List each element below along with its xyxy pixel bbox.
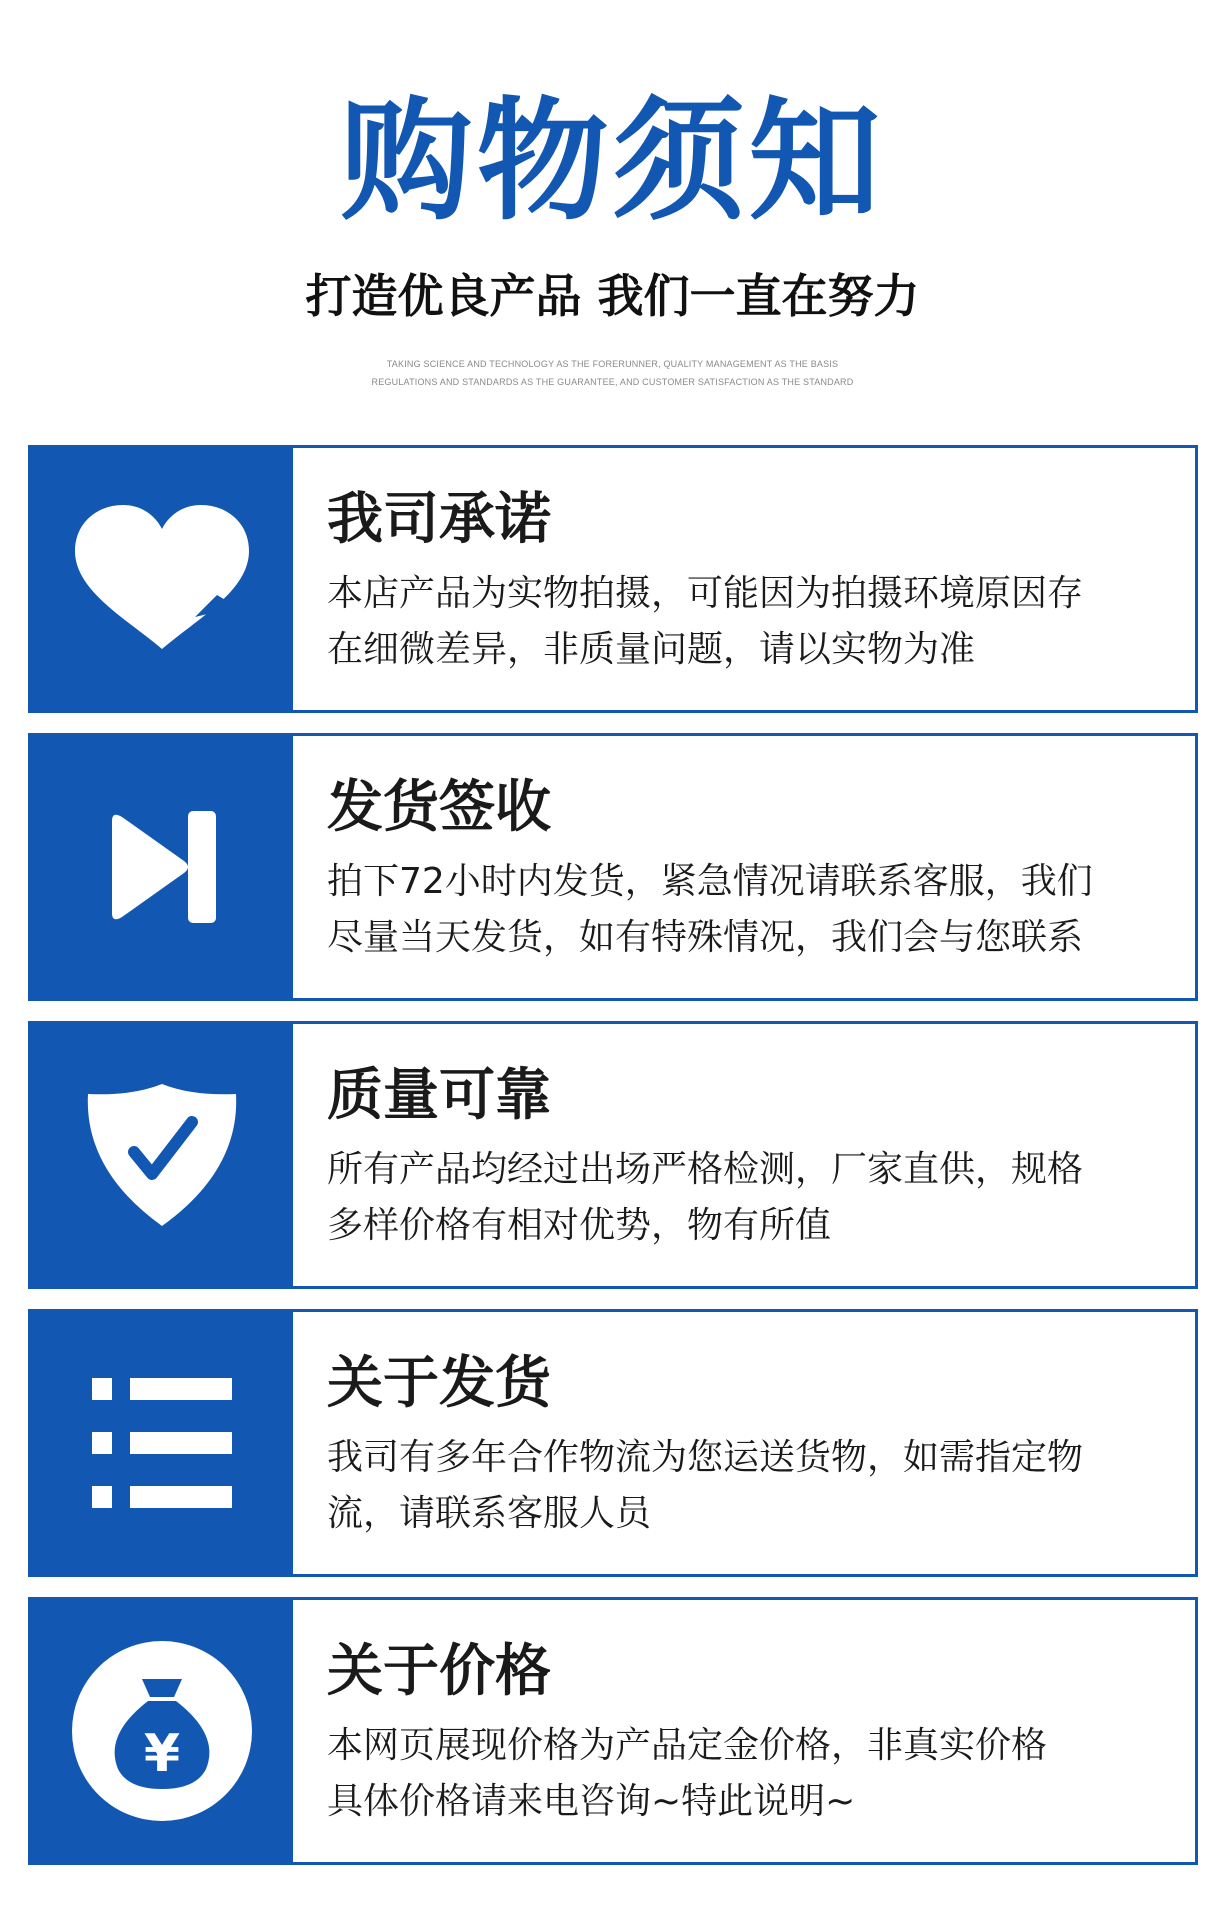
- skip-next-icon: [102, 807, 222, 927]
- card-description-line: 多样价格有相对优势，物有所值: [327, 1205, 832, 1246]
- card-text: [293, 1312, 1195, 1574]
- card-text: [293, 1600, 1195, 1862]
- notice-card-quality: [28, 1021, 1198, 1289]
- card-description: [327, 854, 1165, 966]
- card-title: 我司承诺: [327, 487, 551, 552]
- card-description-line: 我司有多年合作物流为您运送货物，如需指定物: [327, 1437, 1084, 1478]
- card-title: 发货签收: [327, 775, 551, 840]
- card-icon-panel: [31, 1312, 293, 1574]
- card-description-line: 本网页展现价格为产品定金价格，非真实价格: [327, 1725, 1048, 1766]
- card-text: [293, 1024, 1195, 1286]
- notice-card-promise: [28, 445, 1198, 713]
- notice-card-price: [28, 1597, 1198, 1865]
- card-text: [293, 448, 1195, 710]
- notice-card-list: [28, 445, 1198, 1865]
- card-description-line: 流，请联系客服人员: [327, 1493, 652, 1534]
- card-title: 关于价格: [327, 1639, 551, 1704]
- card-description-line: 所有产品均经过出场严格检测，厂家直供，规格: [327, 1149, 1084, 1190]
- card-description-line: 具体价格请来电咨询~特此说明~: [327, 1781, 856, 1822]
- svg-text:¥: ¥: [143, 1724, 181, 1784]
- card-description-line: 尽量当天发货，如有特殊情况，我们会与您联系: [327, 917, 1084, 958]
- card-icon-panel: [31, 1600, 293, 1862]
- card-description-line: 拍下72小时内发货，紧急情况请联系客服，我们: [327, 861, 1093, 902]
- tagline-line-1: TAKING SCIENCE AND TECHNOLOGY AS THE FORERUNNER, QUALITY MANAGEMENT AS THE BASIS: [386, 359, 839, 369]
- notice-card-shipping-receipt: [28, 733, 1198, 1001]
- tagline-line-2: REGULATIONS AND STANDARDS AS THE GUARANTEE, AND CUSTOMER SATISFACTION AS THE STANDARD: [371, 377, 854, 387]
- card-icon-panel: [31, 1024, 293, 1286]
- card-icon-panel: [31, 448, 293, 710]
- card-description: [327, 1718, 1165, 1830]
- card-title: 质量可靠: [327, 1063, 551, 1128]
- card-description: [327, 1142, 1165, 1254]
- shield-check-icon: [82, 1080, 242, 1230]
- page-subtitle: 打造优良产品 我们一直在努力: [305, 269, 920, 323]
- card-description: [327, 566, 1165, 678]
- page-title: 购物须知: [340, 85, 885, 239]
- money-bag-icon: [70, 1639, 254, 1823]
- card-title: 关于发货: [327, 1351, 551, 1416]
- card-icon-panel: [31, 736, 293, 998]
- card-text: [293, 736, 1195, 998]
- card-description-line: 在细微差异，非质量问题，请以实物为准: [327, 629, 976, 670]
- notice-card-delivery: [28, 1309, 1198, 1577]
- list-icon: [92, 1378, 232, 1508]
- card-description: [327, 1430, 1165, 1542]
- heart-icon: [67, 499, 257, 659]
- card-description-line: 本店产品为实物拍摄，可能因为拍摄环境原因存: [327, 573, 1084, 614]
